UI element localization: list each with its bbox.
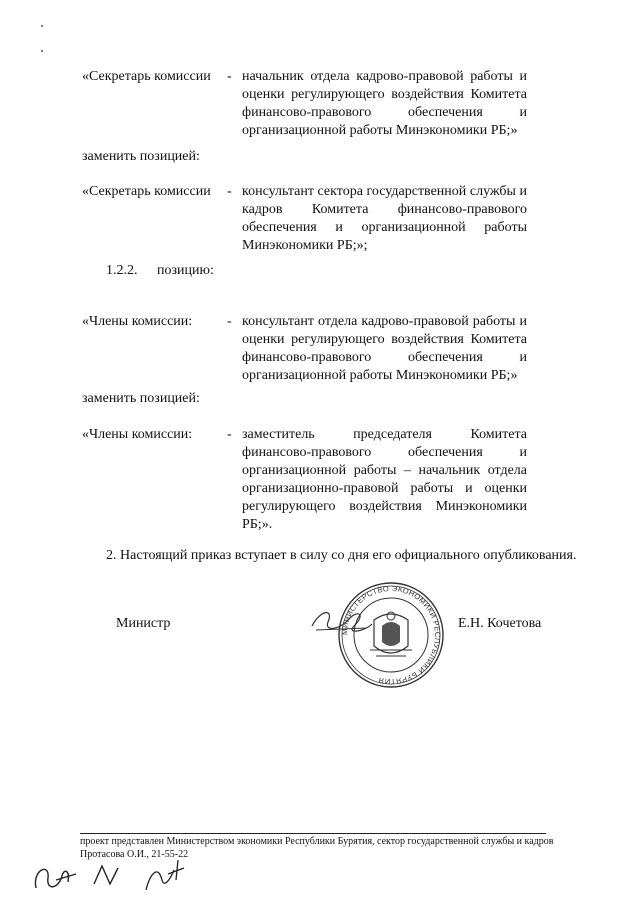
scan-speck	[41, 50, 43, 52]
replace-instruction: заменить позицией:	[82, 391, 200, 406]
effective-date-clause: 2. Настоящий приказ вступает в силу со дня его официального опубликования.	[106, 548, 577, 563]
footer-contact: Протасова О.И., 21-55-22	[80, 849, 189, 860]
scan-speck	[41, 25, 43, 27]
dash: -	[227, 69, 232, 84]
signatory-position: Министр	[116, 616, 171, 631]
position-description: консультант сектора государственной службы и кадров Комитета финансово-правового обеспечения и организационной работы Минэкономики РБ;»;	[242, 184, 527, 253]
seal-text: МИНИСТЕРСТВО ЭКОНОМИКИ РЕСПУБЛИКИ БУРЯТИЯ	[339, 583, 443, 687]
handwritten-approval-marks	[28, 850, 198, 900]
position-label: «Секретарь комиссии	[82, 69, 211, 84]
position-description: консультант отдела кадрово-правовой работы и оценки регулирующего воздействия Комитета финансово-правового обеспечения и организационной работы Минэкономики РБ;»	[242, 314, 527, 383]
position-label: «Секретарь комиссии	[82, 184, 211, 199]
dash: -	[227, 427, 232, 442]
dash: -	[227, 184, 232, 199]
signatory-name: Е.Н. Кочетова	[458, 616, 542, 631]
replace-instruction: заменить позицией:	[82, 149, 200, 164]
position-description: заместитель председателя Комитета финансово-правового обеспечения и организационной работы – начальник отдела организационно-правовой работы и оценки регулирующего воздействия Минэкономики РБ;».	[242, 427, 527, 532]
position-label: «Члены комиссии:	[82, 427, 193, 442]
position-description: начальник отдела кадрово-правовой работы и оценки регулирующего воздействия Комитета финансово-правового обеспечения и организационной работы Минэкономики РБ;»	[242, 69, 527, 138]
footer-note: проект представлен Министерством экономики Республики Бурятия, сектор государственной службы и кадров	[80, 836, 554, 847]
item-number: 1.2.2.	[106, 263, 138, 278]
position-label: «Члены комиссии:	[82, 314, 193, 329]
item-text: позицию:	[157, 263, 214, 278]
footer-rule	[80, 833, 546, 834]
dash: -	[227, 314, 232, 329]
official-seal	[336, 580, 446, 690]
